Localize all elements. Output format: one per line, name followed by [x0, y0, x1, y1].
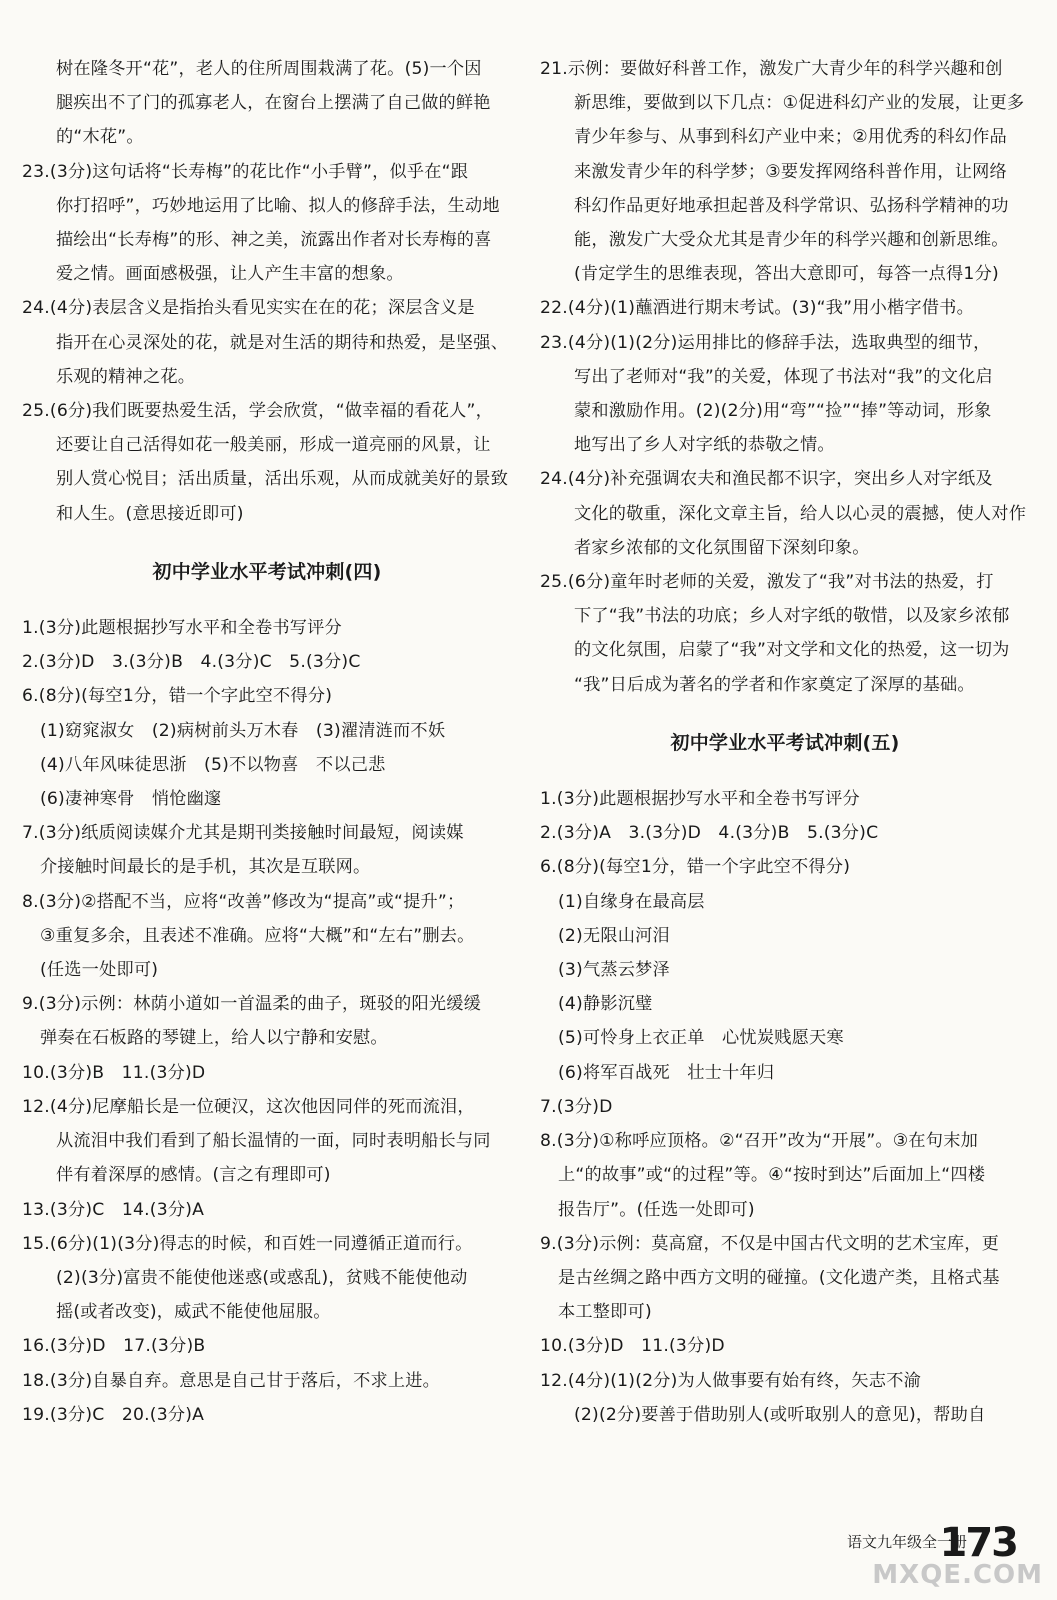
left-column	[22, 52, 512, 1432]
right-column	[540, 52, 1030, 1432]
answer-line: 本工整即可)	[558, 1302, 652, 1323]
answer-line: 新思维，要做到以下几点：①促进科幻产业的发展，让更多	[574, 93, 1025, 114]
answer-line: (2)(3分)富贵不能使他迷惑(或惑乱)，贫贱不能使他动	[56, 1267, 468, 1288]
answer-line: 12.(4分)尼摩船长是一位硬汉，这次他因同伴的死而流泪，	[22, 1096, 475, 1117]
answer-line: 蒙和激励作用。(2)(2分)用“弯”“捡”“捧”等动词，形象	[574, 401, 992, 422]
answer-line: 13.(3分)C 14.(3分)A	[22, 1199, 205, 1220]
answer-line: (2)无限山河泪	[558, 925, 670, 946]
answer-line: 来激发青少年的科学梦；③要发挥网络科普作用，让网络	[574, 161, 1007, 182]
answer-line: 7.(3分)纸质阅读媒介尤其是期刊类接触时间最短，阅读媒	[22, 823, 464, 844]
answer-line: 乐观的精神之花。	[56, 366, 196, 387]
answer-line: 别人赏心悦目；活出质量，活出乐观，从而成就美好的景致	[56, 469, 509, 490]
answer-line: 24.(4分)表层含义是指抬头看见实实在在的花；深层含义是	[22, 298, 475, 319]
answer-line: 上“的故事”或“的过程”等。④“按时到达”后面加上“四楼	[558, 1165, 986, 1186]
answer-line: (4)八年风味徒思浙 (5)不以物喜 不以己悲	[40, 754, 386, 775]
answer-line: 科幻作品更好地承担起普及科学常识、弘扬科学精神的功	[574, 195, 1009, 216]
answer-line: 23.(3分)这句话将“长寿梅”的花比作“小手臂”，似乎在“跟	[22, 161, 469, 182]
answer-line: 指开在心灵深处的花，就是对生活的期待和热爱，是坚强、	[56, 332, 509, 353]
answer-line: 6.(8分)(每空1分，错一个字此空不得分)	[540, 857, 851, 878]
answer-line: (肯定学生的思维表现，答出大意即可，每答一点得1分)	[574, 264, 999, 285]
answer-line: 和人生。(意思接近即可)	[56, 503, 244, 524]
answer-line: 8.(3分)①称呼应顶格。②“召开”改为“开展”。③在句末加	[540, 1131, 978, 1152]
answer-line: 19.(3分)C 20.(3分)A	[22, 1404, 205, 1425]
book-label: 语文九年级全一册	[846, 1533, 967, 1551]
answer-line: 能，激发广大受众尤其是青少年的科学兴趣和创新思维。	[574, 230, 1009, 251]
answer-line: 18.(3分)自暴自弃。意思是自己甘于落后，不求上进。	[22, 1370, 441, 1391]
answer-line: 10.(3分)D 11.(3分)D	[540, 1336, 725, 1357]
answer-line: 描绘出“长寿梅”的形、神之美，流露出作者对长寿梅的喜	[56, 230, 492, 251]
answer-line: 者家乡浓郁的文化氛围留下深刻印象。	[574, 537, 870, 558]
answer-line: 23.(4分)(1)(2分)运用排比的修辞手法，选取典型的细节，	[540, 332, 991, 353]
answer-line: (3)气蒸云梦泽	[558, 960, 670, 981]
answer-line: 还要让自己活得如花一般美丽，形成一道亮丽的风景，让	[56, 435, 491, 456]
answer-line: 写出了老师对“我”的关爱，体现了书法对“我”的文化启	[574, 366, 993, 387]
answer-line: 伴有着深厚的感情。(言之有理即可)	[56, 1165, 331, 1186]
answer-line: 弹奏在石板路的琴键上，给人以宁静和安慰。	[40, 1028, 388, 1049]
answer-line: (5)可怜身上衣正单 心忧炭贱愿天寒	[558, 1028, 844, 1049]
answer-line: 树在隆冬开“花”，老人的住所周围栽满了花。(5)一个因	[56, 59, 482, 79]
section-heading: 初中学业水平考试冲刺(四)	[152, 560, 382, 583]
answer-line: 报告厅”。(任选一处即可)	[558, 1199, 755, 1220]
answer-line: 你打招呼”，巧妙地运用了比喻、拟人的修辞手法，生动地	[56, 195, 500, 216]
answer-line: 青少年参与、从事到科幻产业中来；②用优秀的科幻作品	[574, 127, 1007, 148]
answer-line: 10.(3分)B 11.(3分)D	[22, 1062, 206, 1083]
answer-line: 的文化氛围，启蒙了“我”对文学和文化的热爱，这一切为	[574, 640, 1010, 661]
answer-line: 从流泪中我们看到了船长温情的一面，同时表明船长与同	[56, 1131, 491, 1152]
section-heading: 初中学业水平考试冲刺(五)	[670, 731, 900, 754]
answer-line: (1)自缘身在最高层	[558, 891, 705, 912]
answer-line: 9.(3分)示例：莫高窟，不仅是中国古代文明的艺术宝库，更	[540, 1233, 1000, 1254]
answer-line: 2.(3分)D 3.(3分)B 4.(3分)C 5.(3分)C	[22, 652, 361, 673]
answer-line: 16.(3分)D 17.(3分)B	[22, 1336, 206, 1357]
answer-line: 1.(3分)此题根据抄写水平和全卷书写评分	[22, 618, 342, 639]
answer-line: 15.(6分)(1)(3分)得志的时候，和百姓一同遵循正道而行。	[22, 1233, 473, 1254]
answer-line: 1.(3分)此题根据抄写水平和全卷书写评分	[540, 789, 860, 810]
answer-line: ③重复多余，且表述不准确。应将“大概”和“左右”删去。	[40, 925, 475, 946]
answer-line: (1)窈窕淑女 (2)病树前头万木春 (3)濯清涟而不妖	[40, 720, 446, 741]
answer-line: 爱之情。画面感极强，让人产生丰富的想象。	[56, 264, 404, 285]
answer-line: 25.(6分)童年时老师的关爱，激发了“我”对书法的热爱，打	[540, 572, 994, 593]
answer-line: (4)静影沉璧	[558, 994, 653, 1015]
answer-line: (6)将军百战死 壮士十年归	[558, 1062, 775, 1083]
answer-line: 介接触时间最长的是手机，其次是互联网。	[40, 857, 371, 878]
answer-line: 25.(6分)我们既要热爱生活，学会欣赏，“做幸福的看花人”，	[22, 401, 494, 422]
answer-line: (任选一处即可)	[40, 960, 159, 981]
answer-line: (2)(2分)要善于借助别人(或听取别人的意见)，帮助自	[574, 1404, 986, 1425]
answer-line: 8.(3分)②搭配不当，应将“改善”修改为“提高”或“提升”；	[22, 891, 465, 912]
answer-line: “我”日后成为著名的学者和作家奠定了深厚的基础。	[574, 674, 975, 695]
answer-line: 文化的敬重，深化文章主旨，给人以心灵的震撼，使人对作	[574, 503, 1027, 524]
answer-line: 地写出了乡人对字纸的恭敬之情。	[574, 435, 835, 456]
answer-line: 2.(3分)A 3.(3分)D 4.(3分)B 5.(3分)C	[540, 823, 879, 844]
answer-line: 腿疾出不了门的孤寡老人，在窗台上摆满了自己做的鲜艳	[56, 93, 491, 114]
answer-line: 的“木花”。	[56, 127, 144, 148]
answer-line: 9.(3分)示例：林荫小道如一首温柔的曲子，斑驳的阳光缓缓	[22, 994, 482, 1015]
answer-line: 下了“我”书法的功底；乡人对字纸的敬惜，以及家乡浓郁	[574, 606, 1010, 627]
answer-line: 是古丝绸之路中西方文明的碰撞。(文化遗产类，且格式基	[558, 1267, 1000, 1288]
answer-line: 21.示例：要做好科普工作，激发广大青少年的科学兴趣和创	[540, 59, 1003, 79]
page-number: 173	[939, 1520, 1017, 1566]
answer-line: 22.(4分)(1)蘸酒进行期末考试。(3)“我”用小楷字借书。	[540, 298, 974, 319]
answer-line: 7.(3分)D	[540, 1096, 613, 1117]
answer-line: 12.(4分)(1)(2分)为人做事要有始有终，矢志不渝	[540, 1370, 921, 1391]
answer-line: 6.(8分)(每空1分，错一个字此空不得分)	[22, 686, 333, 707]
answer-line: 摇(或者改变)，威武不能使他屈服。	[56, 1302, 331, 1323]
watermark: MXQE.COM	[872, 1560, 1043, 1590]
answer-line: 24.(4分)补充强调农夫和渔民都不识字，突出乡人对字纸及	[540, 469, 993, 490]
answer-line: (6)凄神寒骨 悄怆幽邃	[40, 789, 222, 810]
